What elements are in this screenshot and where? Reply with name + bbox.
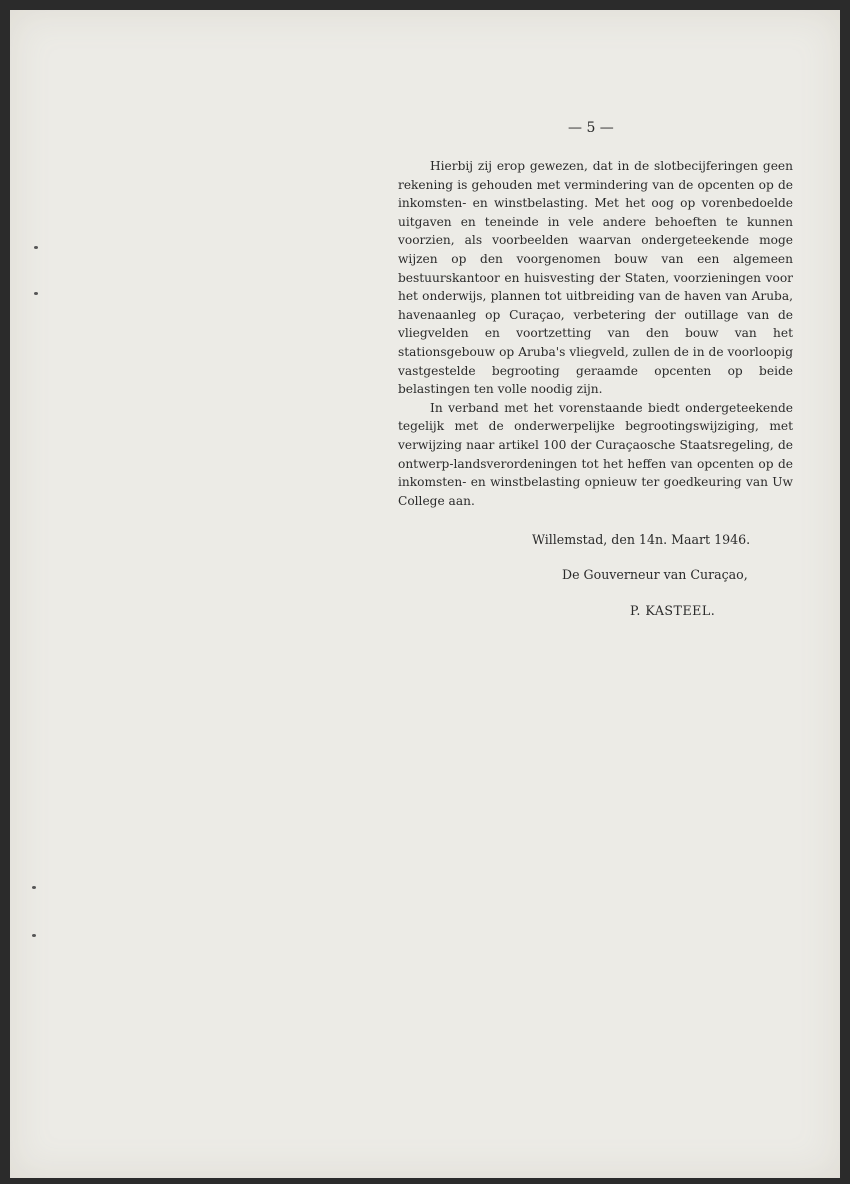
date-line: Willemstad, den 14n. Maart 1946. [532, 532, 751, 547]
paragraph-2: In verband met het vorenstaande biedt ondergeteekende tegelijk met de onderwerpelijke begrootingswijziging, met verwijzing naar artikel 100 der Curaçaosche Staatsregeling, de ontwerp-landsverordeningen tot het heffen van opcenten op de inkomsten- en winstbelasting opnieuw ter goedkeuring van Uw College aan. [398, 400, 793, 508]
punch-mark [32, 934, 36, 937]
page-number: — 5 — [568, 120, 614, 136]
signatory-title: De Gouverneur van Curaçao, [562, 567, 748, 582]
document-page [10, 10, 840, 1178]
punch-mark [34, 246, 38, 249]
signature: P. KASTEEL. [630, 603, 716, 618]
body-text [398, 157, 793, 510]
punch-mark [32, 886, 36, 889]
paragraph-1: Hierbij zij erop gewezen, dat in de slotbecijferingen geen rekening is gehouden met vermindering van de opcenten op de inkomsten- en winstbelasting. Met het oog op vorenbedoelde uitgaven en teneinde in vele andere behoeften te kunnen voorzien, als voorbeelden waarvan ondergeteekende moge wijzen op den voorgenomen bouw van een algemeen bestuurskantoor en huisvesting der Staten, voorzieningen voor het onderwijs, plannen tot uitbreiding van de haven van Aruba, havenaanleg op Curaçao, verbetering der outillage van de vliegvelden en voortzetting van den bouw van het stationsgebouw op Aruba's vliegveld, zullen de in de voorloopig vastgestelde begrooting geraamde opcenten op beide belastingen ten volle noodig zijn. [398, 159, 793, 397]
punch-mark [34, 292, 38, 295]
